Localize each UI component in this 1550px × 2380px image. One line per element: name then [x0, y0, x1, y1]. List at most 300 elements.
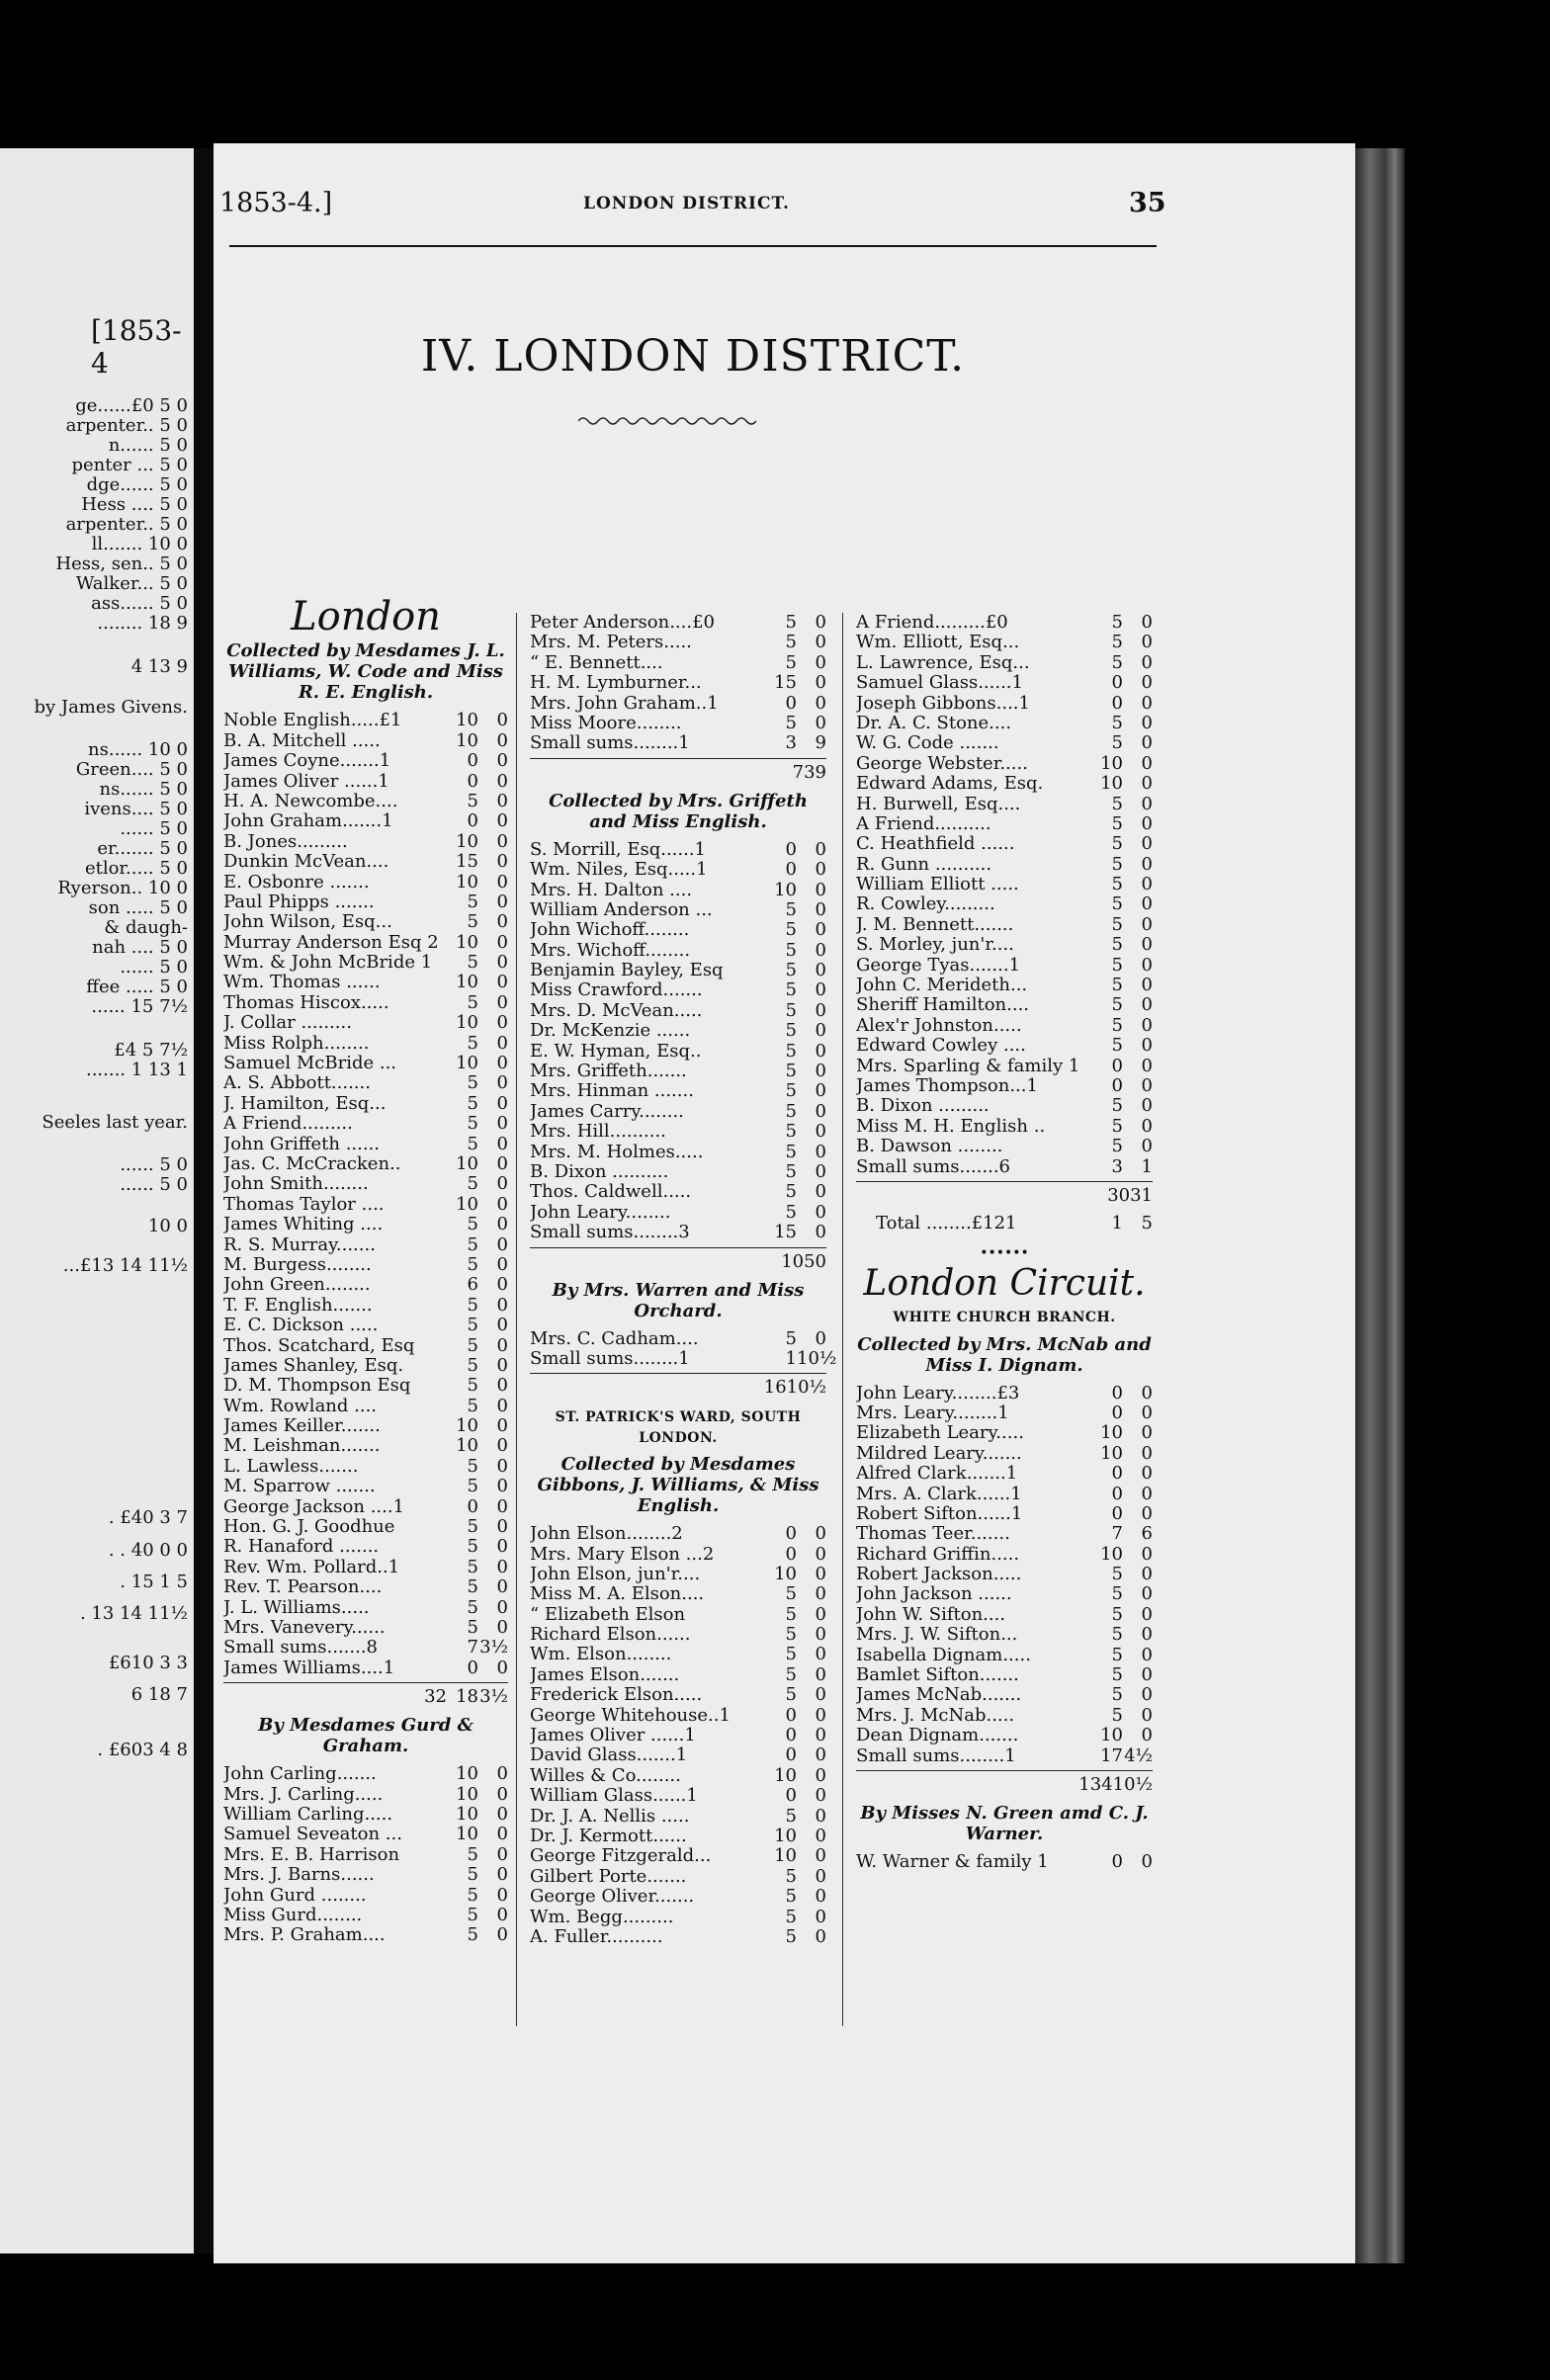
amount-pence: 0 — [815, 1100, 826, 1122]
subtotal-pounds: 13 — [1078, 1773, 1102, 1795]
amount-shillings: 5 — [1111, 954, 1123, 976]
amount-shillings: 10 — [1100, 1422, 1123, 1444]
previous-page-line: by James Givens. — [34, 697, 188, 718]
amount-shillings: 5 — [467, 891, 478, 912]
subscriber-row — [856, 894, 1153, 914]
subscriber-row — [856, 834, 1153, 854]
amount-shillings: 5 — [1111, 1644, 1123, 1665]
subscriber-row — [223, 1845, 508, 1865]
amount-shillings: 5 — [1111, 1583, 1123, 1605]
amount-shillings: 5 — [785, 939, 797, 961]
previous-page-line: son ..... 5 0 — [88, 897, 188, 918]
wavy-ornament — [578, 415, 756, 427]
page-number: 35 — [1129, 188, 1166, 218]
amount-pence: 0 — [496, 729, 508, 751]
subscriber-row — [530, 1685, 826, 1705]
subscriber-name: R. Cowley......... — [856, 894, 995, 915]
subscriber-row — [530, 920, 826, 940]
amount-pence: 0 — [1141, 1603, 1153, 1625]
grand-total — [856, 1214, 1153, 1233]
subscriber-row — [223, 873, 508, 892]
previous-page-line: . 15 1 5 — [120, 1572, 188, 1592]
amount-shillings: 5 — [785, 1201, 797, 1223]
amount-pence: 0 — [496, 952, 508, 974]
subscriber-row — [856, 694, 1153, 714]
subscriber-name: R. Hanaford ....... — [223, 1537, 380, 1558]
amount-pence: 0 — [815, 1181, 826, 1203]
amount-pence: 0 — [815, 1865, 826, 1887]
amount-pence: 0 — [815, 1704, 826, 1726]
ward-heading: ST. PATRICK'S WARD, SOUTH LONDON. — [555, 1409, 802, 1446]
amount-pence: 0 — [496, 911, 508, 933]
subscriber-name: Mrs. Sparling & family 1 — [856, 1056, 1080, 1076]
grand-total-label: Total ........£121 — [876, 1213, 1017, 1233]
amount-pence: 0 — [815, 712, 826, 733]
subscriber-row — [530, 613, 826, 633]
subscriber-row — [856, 1665, 1153, 1685]
subscriber-row — [856, 1117, 1153, 1137]
amount-pence: 0 — [496, 770, 508, 792]
amount-pence: 4½ — [1124, 1744, 1153, 1766]
amount-shillings: 17 — [1100, 1744, 1123, 1766]
amount-shillings: 10 — [456, 830, 478, 852]
amount-shillings: 5 — [785, 651, 797, 673]
subscriber-row — [530, 653, 826, 673]
subscriber-row — [223, 1925, 508, 1945]
subscriber-row — [223, 1235, 508, 1255]
subscriber-row — [223, 1296, 508, 1316]
amount-pence: 0 — [1141, 1502, 1153, 1524]
amount-pence: 0 — [815, 1906, 826, 1927]
subscriber-name: James Shanley, Esq. — [223, 1355, 404, 1376]
amount-pence: 0 — [815, 1020, 826, 1042]
subscriber-row — [530, 714, 826, 733]
previous-page-line: £610 3 3 — [108, 1653, 188, 1673]
amount-shillings: 0 — [1111, 692, 1123, 714]
subscriber-row — [530, 941, 826, 961]
subscriber-name: John Elson........2 — [530, 1524, 683, 1545]
subscriber-row — [856, 1057, 1153, 1076]
amount-pence: 0 — [815, 1624, 826, 1646]
subscriber-name: John Wichoff........ — [530, 920, 690, 941]
amount-shillings: 0 — [785, 692, 797, 714]
amount-pence: 0 — [1141, 913, 1153, 935]
subscriber-row — [223, 953, 508, 973]
amount-pence: 0 — [815, 1141, 826, 1162]
subscriber-name: Mrs. J. Carling..... — [223, 1784, 384, 1805]
amount-pence: 0 — [1141, 712, 1153, 733]
previous-page-line: Seeles last year. — [42, 1112, 188, 1133]
subscriber-name: Elizabeth Leary..... — [856, 1423, 1024, 1444]
amount-pence: 0 — [496, 972, 508, 993]
subtotal-shillings: 18 — [456, 1686, 478, 1708]
amount-pence: 0 — [815, 1583, 826, 1605]
subscriber-row — [530, 673, 826, 693]
amount-pence: 0 — [496, 1616, 508, 1638]
subscriber-name: Thomas Hiscox..... — [223, 992, 389, 1013]
amount-pence: 0 — [496, 851, 508, 873]
subscriber-name: Bamlet Sifton....... — [856, 1665, 1019, 1686]
subscriber-row — [530, 1001, 826, 1021]
subscriber-name: Small sums........1 — [530, 733, 690, 754]
subtotal — [530, 1247, 826, 1274]
amount-pence: 0 — [496, 1435, 508, 1457]
subscriber-row — [856, 1137, 1153, 1156]
amount-pence: 0 — [496, 1092, 508, 1114]
amount-pence: 0 — [815, 1826, 826, 1846]
amount-shillings: 5 — [467, 1576, 478, 1598]
subscriber-row — [223, 772, 508, 792]
subscriber-name: James Thompson...1 — [856, 1075, 1038, 1096]
subscriber-row — [530, 1584, 826, 1604]
previous-page-line: ........ 18 9 — [97, 613, 188, 634]
previous-page-fragment — [0, 148, 194, 2253]
amount-shillings: 5 — [467, 1072, 478, 1094]
amount-pence: 0 — [496, 1395, 508, 1416]
amount-shillings: 5 — [467, 1113, 478, 1135]
subscriber-name: A Friend......... — [223, 1114, 353, 1135]
subscriber-name: S. Morrill, Esq......1 — [530, 839, 707, 860]
subscriber-row — [530, 961, 826, 980]
amount-shillings: 5 — [467, 1315, 478, 1336]
amount-pence: 0 — [496, 1904, 508, 1925]
subscriber-name: B. A. Mitchell ..... — [223, 730, 381, 751]
subscriber-name: David Glass.......1 — [530, 1745, 688, 1766]
subscriber-row — [856, 1852, 1153, 1872]
subscriber-name: Mrs. Mary Elson ...2 — [530, 1544, 715, 1565]
subscriber-name: Mrs. E. B. Harrison — [223, 1844, 400, 1865]
amount-pence: 0 — [496, 1455, 508, 1477]
amount-pence: 0 — [1141, 632, 1153, 653]
amount-pence: 0 — [1141, 853, 1153, 875]
amount-shillings: 5 — [785, 1583, 797, 1605]
amount-shillings: 10 — [456, 1803, 478, 1825]
subscriber-row — [530, 1182, 826, 1202]
subscriber-name: B. Dawson ........ — [856, 1137, 1003, 1157]
previous-page-line: 10 0 — [147, 1216, 188, 1236]
subscriber-name: Mrs. Leary........1 — [856, 1402, 1009, 1423]
amount-pence: 0 — [496, 1556, 508, 1577]
amount-shillings: 5 — [467, 1904, 478, 1925]
amount-shillings: 10 — [456, 1435, 478, 1457]
subscriber-name: John Graham.......1 — [223, 811, 393, 832]
amount-shillings: 5 — [1111, 1136, 1123, 1157]
subscriber-row — [530, 1807, 826, 1827]
subscriber-name: Paul Phipps ....... — [223, 892, 375, 912]
subscriber-row — [530, 1908, 826, 1927]
subscriber-name: John Jackson ...... — [856, 1584, 1012, 1605]
subscriber-name: J. M. Bennett....... — [856, 914, 1014, 935]
subscriber-row — [223, 1638, 508, 1658]
subscriber-name: George Fitzgerald... — [530, 1846, 712, 1867]
subscriber-name: Robert Jackson..... — [856, 1565, 1022, 1585]
subtotal — [856, 1181, 1153, 1208]
amount-pence: 0 — [496, 1294, 508, 1316]
amount-shillings: 5 — [785, 1684, 797, 1706]
amount-pence: 0 — [815, 939, 826, 961]
amount-shillings: 5 — [785, 1100, 797, 1122]
subscriber-row — [856, 774, 1153, 794]
subscriber-list — [856, 613, 1153, 1177]
subscriber-name: William Elliott ..... — [856, 875, 1019, 895]
subscriber-row — [856, 673, 1153, 693]
subtotal-pence: 0 — [815, 1250, 826, 1272]
subscriber-name: E. W. Hyman, Esq.. — [530, 1041, 702, 1062]
amount-pence: 0 — [1141, 833, 1153, 855]
subscriber-name: James Oliver ......1 — [223, 771, 389, 792]
subtotal-pence: 9 — [815, 761, 826, 783]
amount-shillings: 5 — [467, 1864, 478, 1886]
subscriber-row — [530, 1786, 826, 1806]
previous-page-line: ...... 5 0 — [120, 957, 188, 978]
amount-shillings: 10 — [456, 1193, 478, 1215]
subscriber-name: Noble English.....£1 — [223, 711, 402, 731]
previous-page-line: dge...... 5 0 — [86, 474, 188, 495]
subtotal-shillings: 3 — [804, 761, 816, 783]
amount-pence: 0 — [496, 750, 508, 772]
subscriber-name: Dean Dignam....... — [856, 1726, 1019, 1746]
amount-pence: 0 — [496, 1657, 508, 1678]
subscriber-name: Wm. & John McBride 1 — [223, 953, 433, 974]
subscriber-name: Wm. Begg......... — [530, 1907, 674, 1927]
subscriber-row — [856, 1545, 1153, 1565]
amount-shillings: 0 — [1111, 1055, 1123, 1076]
amount-pence: 0 — [815, 999, 826, 1021]
amount-shillings: 5 — [785, 1886, 797, 1908]
subscriber-row — [530, 1329, 826, 1349]
section-heading-london: London — [291, 594, 441, 639]
subscriber-name: Jas. C. McCracken.. — [223, 1154, 401, 1174]
amount-pence: 0 — [815, 1201, 826, 1223]
subscriber-row — [530, 733, 826, 753]
amount-pence: 0 — [815, 1886, 826, 1908]
subscriber-name: Mrs. J. Barns...... — [223, 1865, 375, 1886]
amount-pence: 0 — [1141, 1564, 1153, 1585]
subscriber-row — [530, 1143, 826, 1162]
amount-shillings: 10 — [456, 1824, 478, 1845]
subscriber-row — [856, 1036, 1153, 1056]
amount-shillings: 0 — [785, 838, 797, 860]
previous-page-line: . £40 3 7 — [108, 1507, 188, 1528]
subscriber-name: J. Hamilton, Esq... — [223, 1093, 387, 1114]
amount-pence: 0 — [815, 1925, 826, 1947]
amount-pence: 0 — [815, 1523, 826, 1545]
subscriber-name: Miss M. H. English .. — [856, 1116, 1046, 1137]
amount-pence: 0 — [496, 1334, 508, 1356]
subscriber-name: Mrs. Griffeth....... — [530, 1062, 687, 1082]
amount-pence: 0 — [1141, 1115, 1153, 1137]
amount-pence: 10½ — [797, 1347, 837, 1369]
amount-pence: 0 — [1141, 1442, 1153, 1464]
subscriber-row — [856, 613, 1153, 633]
subscriber-name: Dr. A. C. Stone.... — [856, 713, 1012, 733]
subscriber-name: Mrs. A. Clark......1 — [856, 1484, 1022, 1504]
amount-pence: 0 — [815, 1845, 826, 1867]
amount-pence: 0 — [1141, 692, 1153, 714]
subscriber-name: William Glass......1 — [530, 1786, 698, 1807]
amount-pence: 0 — [496, 1032, 508, 1054]
subtotal — [530, 758, 826, 785]
amount-shillings: 5 — [785, 1080, 797, 1102]
amount-pence: 0 — [815, 1785, 826, 1807]
subscriber-name: John Gurd ........ — [223, 1885, 367, 1906]
previous-page-line: arpenter.. 5 0 — [65, 415, 188, 436]
subscriber-name: James McNab....... — [856, 1685, 1022, 1706]
subscriber-row — [856, 1016, 1153, 1036]
amount-pence: 0 — [496, 1576, 508, 1598]
amount-shillings: 5 — [1111, 874, 1123, 895]
subscriber-name: Alfred Clark.......1 — [856, 1464, 1018, 1485]
amount-pence: 0 — [496, 1012, 508, 1034]
amount-pence: 0 — [815, 632, 826, 653]
amount-pence: 0 — [496, 830, 508, 852]
subscriber-row — [223, 1416, 508, 1436]
subscriber-name: John Elson, jun'r.... — [530, 1564, 701, 1584]
amount-shillings: 15 — [774, 1222, 797, 1243]
subscriber-name: James Williams....1 — [223, 1658, 395, 1678]
amount-shillings: 5 — [785, 1603, 797, 1625]
subscriber-list — [223, 711, 508, 1678]
amount-pence: 0 — [1141, 874, 1153, 895]
amount-pence: 0 — [815, 692, 826, 714]
amount-shillings: 10 — [456, 1012, 478, 1034]
subscriber-list — [856, 1852, 1153, 1872]
amount-pence: 0 — [1141, 1664, 1153, 1686]
subscriber-row — [223, 792, 508, 811]
subscriber-row — [223, 1865, 508, 1885]
subscriber-name: Mrs. M. Holmes..... — [530, 1142, 704, 1162]
amount-pence: 0 — [496, 1354, 508, 1376]
subscriber-row — [856, 1646, 1153, 1665]
amount-pence: 0 — [496, 1233, 508, 1255]
branch-heading: WHITE CHURCH BRANCH. — [893, 1310, 1116, 1326]
previous-page-line: penter ... 5 0 — [71, 455, 188, 475]
amount-pence: 0 — [1141, 1483, 1153, 1504]
amount-pence: 0 — [815, 960, 826, 981]
subscriber-name: M. Sparrow ....... — [223, 1477, 376, 1497]
subscriber-row — [223, 1764, 508, 1784]
amount-shillings: 5 — [785, 1644, 797, 1665]
previous-page-line: ....... 1 13 1 — [85, 1060, 188, 1080]
amount-pence: 0 — [496, 1763, 508, 1785]
column-divider — [842, 613, 843, 2026]
subscriber-name: E. C. Dickson ..... — [223, 1316, 379, 1336]
amount-pence: 0 — [496, 1596, 508, 1618]
previous-page-line: ...... 5 0 — [120, 1174, 188, 1195]
amount-shillings: 15 — [774, 672, 797, 694]
amount-pence: 0 — [1141, 1095, 1153, 1117]
amount-shillings: 5 — [467, 1173, 478, 1195]
subscriber-name: Wm. Rowland .... — [223, 1396, 378, 1416]
amount-shillings: 5 — [1111, 1564, 1123, 1585]
subscriber-name: John Carling....... — [223, 1764, 377, 1785]
subscriber-row — [223, 1215, 508, 1234]
subscriber-row — [856, 754, 1153, 774]
amount-pence: 0 — [1141, 1850, 1153, 1872]
subscriber-list — [530, 840, 826, 1243]
subscriber-name: Wm. Elliott, Esq... — [856, 633, 1020, 653]
previous-page-line: £4 5 7½ — [114, 1040, 188, 1061]
previous-page-line: arpenter.. 5 0 — [65, 514, 188, 535]
subscriber-row — [530, 1565, 826, 1584]
amount-shillings: 0 — [467, 810, 478, 832]
amount-shillings: 0 — [467, 750, 478, 772]
subscriber-name: Dr. J. A. Nellis ..... — [530, 1806, 690, 1827]
subscriber-row — [530, 1347, 837, 1369]
amount-shillings: 0 — [785, 1704, 797, 1726]
amount-shillings: 5 — [1111, 994, 1123, 1016]
amount-pence: 0 — [496, 1824, 508, 1845]
amount-shillings: 10 — [774, 1826, 797, 1846]
collectors-note: By Mrs. Warren and Miss Orchard. — [552, 1279, 805, 1321]
amount-shillings: 10 — [774, 1764, 797, 1786]
subscriber-row — [856, 1157, 1153, 1177]
amount-pence: 0 — [496, 891, 508, 912]
subscriber-name: James Oliver ......1 — [530, 1726, 696, 1746]
subtotal-pence: 1 — [1141, 1184, 1153, 1206]
subscriber-row — [856, 956, 1153, 976]
subscriber-name: W. Warner & family 1 — [856, 1851, 1049, 1872]
subscriber-row — [856, 1485, 1153, 1504]
amount-pence: 0 — [496, 931, 508, 953]
subscriber-name: Frederick Elson..... — [530, 1685, 703, 1706]
amount-shillings: 5 — [785, 712, 797, 733]
subscriber-row — [530, 1645, 826, 1664]
amount-pence: 0 — [1141, 1684, 1153, 1706]
amount-pence: 0 — [496, 1536, 508, 1558]
amount-pence: 0 — [1141, 1463, 1153, 1485]
amount-shillings: 5 — [1111, 975, 1123, 996]
amount-shillings: 5 — [467, 1924, 478, 1946]
subscriber-row — [530, 1524, 826, 1544]
amount-shillings: 5 — [785, 979, 797, 1001]
amount-pence: 0 — [1141, 994, 1153, 1016]
previous-page-line: ge......£0 5 0 — [75, 395, 188, 416]
amount-shillings: 7 — [467, 1637, 478, 1658]
subscriber-name: Benjamin Bayley, Esq — [530, 961, 724, 981]
subscriber-name: Murray Anderson Esq 2 — [223, 932, 439, 953]
amount-shillings: 5 — [785, 1181, 797, 1203]
amount-pence: 0 — [815, 898, 826, 920]
subscriber-name: Richard Griffin..... — [856, 1544, 1020, 1565]
amount-shillings: 1 — [785, 1347, 797, 1369]
subscriber-name: Thomas Teer....... — [856, 1524, 1010, 1545]
subscriber-row — [530, 1605, 826, 1625]
amount-shillings: 5 — [467, 1596, 478, 1618]
amount-pence: 0 — [1141, 812, 1153, 834]
amount-pence: 0 — [815, 1121, 826, 1143]
amount-shillings: 5 — [785, 632, 797, 653]
subscriber-row — [856, 733, 1153, 753]
subscriber-name: H. A. Newcombe.... — [223, 791, 398, 811]
book-gutter — [194, 148, 214, 2253]
subscriber-row — [530, 1102, 826, 1122]
previous-page-line: 4 13 9 — [130, 656, 188, 677]
subscriber-list — [530, 1524, 826, 1947]
amount-pence: 0 — [496, 1274, 508, 1296]
column-london — [223, 594, 508, 1946]
previous-page-line: n...... 5 0 — [108, 435, 188, 456]
amount-pence: 0 — [496, 1173, 508, 1195]
amount-shillings: 5 — [467, 1375, 478, 1397]
subscriber-row — [530, 1827, 826, 1846]
running-head-center: LONDON DISTRICT. — [583, 194, 790, 213]
previous-page-line: ll....... 10 0 — [91, 534, 188, 554]
subscriber-name: Wm. Thomas ...... — [223, 973, 381, 993]
subscriber-list — [856, 1384, 1153, 1766]
amount-shillings: 10 — [774, 1845, 797, 1867]
collectors-note: Collected by Mesdames Gibbons, J. Williams, & Miss English. — [537, 1454, 819, 1517]
